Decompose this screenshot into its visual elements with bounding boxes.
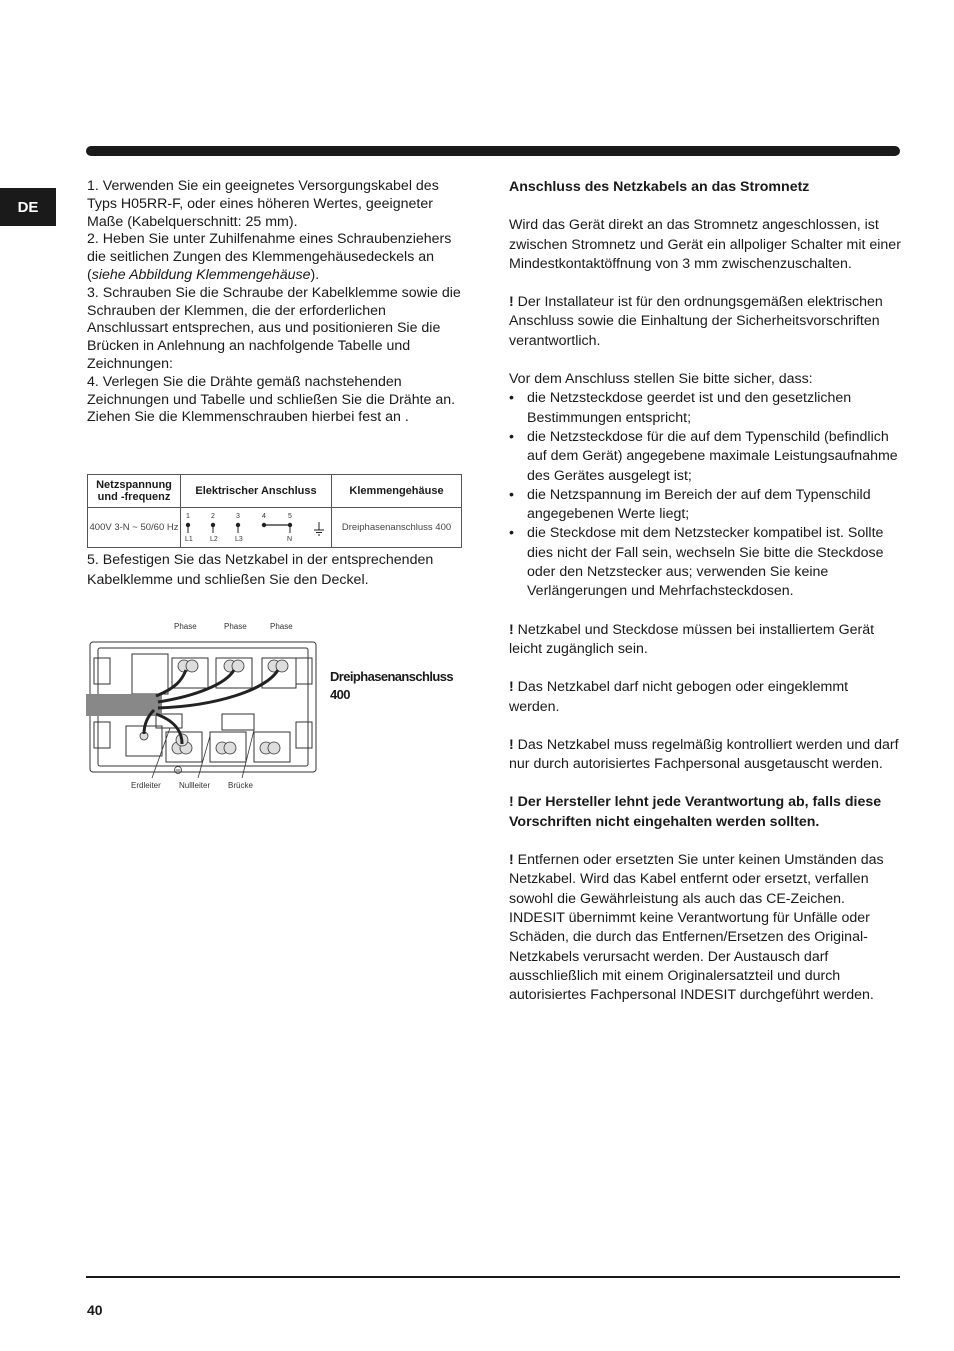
phase-label-1: Phase [174,622,197,631]
phase-label-3: Phase [270,622,293,631]
paragraph-switch: Wird das Gerät direkt an das Stromnetz angeschlossen, ist zwischen Stromnetz und Gerät ein allpoliger Schalter mit einer Mindestkontaktöffnung von 3 mm zwischenzuschalten. [509,217,901,272]
header-housing: Klemmengehäuse [332,475,462,508]
header-connection: Elektrischer Anschluss [181,475,332,508]
table-header-row [88,475,462,508]
terminal-label-l2: L2 [210,536,218,543]
bottom-rule [86,1276,900,1278]
terminal-number-2: 2 [211,513,215,520]
list-item-text: die Steckdose mit dem Netzstecker kompatibel ist. Sollte dies nicht der Fall sein, wechseln Sie bitte die Steckdose oder den Netzstecker aus; verwenden Sie keine Verlängerungen und Mehrfachsteckdosen. [527,525,884,600]
check-list [509,389,901,601]
step-2-text: 2. Heben Sie unter Zuhilfenahme eines Schraubenziehers die seitlichen Zungen des Klemmengehäusedeckels an ( [87,231,452,283]
paragraph-replacement-text: Entfernen oder ersetzten Sie unter keinen Umständen das Netzkabel. Wird das Kabel entfernt oder ersetzt, verfallen sowohl die Gewährleistung als auch das CE-Zeichen. INDESIT übernimmt keine Verantwortung für Unfälle oder Schäden, die durch das Entfernen/Ersetzen des Original-Netzkabels verursacht werden. Der Austausch darf ausschließlich mit einem Originalersatzteil und durch autorisiertes Fachpersonal INDESIT durchgeführt werden. [509,852,884,1004]
warning-mark: ! [509,736,514,753]
terminal-label-l1: L1 [185,536,193,543]
paragraph-bending [509,678,901,717]
housing-cell: Dreiphasenanschluss 400 [332,508,462,548]
list-item [509,524,901,601]
step-2 [87,231,465,284]
table-row [88,508,462,548]
step-4: 4. Verlegen Sie die Drähte gemäß nachstehenden Zeichnungen und Tabelle und schließen Sie die Drähte an. Ziehen Sie die Klemmenschrauben hierbei fest an . [87,373,456,426]
terminal-block-figure [86,618,320,796]
safety-section [509,178,901,1024]
list-item-text: die Netzsteckdose geerdet ist und den gesetzlichen Bestimmungen entspricht; [527,390,852,426]
phase-label-2: Phase [224,622,247,631]
header-voltage: Netzspannung und -frequenz [88,475,181,508]
terminal-number-4: 4 [262,513,266,520]
warning-mark: ! [509,294,514,311]
paragraph-installer-text: Der Installateur ist für den ordnungsgemäßen elektrischen Anschluss sowie die Einhaltung der Sicherheitsvorschriften verantwortlich. [509,294,883,349]
list-item-text: die Netzspannung im Bereich der auf dem Typenschild angegebenen Werte liegt; [527,486,871,523]
step-5: 5. Befestigen Sie das Netzkabel in der entsprechenden Kabelklemme und schließen Sie den Deckel. [87,552,434,588]
ground-icon [314,522,324,535]
step-3: 3. Schrauben Sie die Schraube der Kabelklemme sowie die Schrauben der Klemmen, die der erforderlichen Anschlussart entsprechen, aus und positionieren Sie die Brücken in Anlehnung an nachfolgende Tabelle und Zeichnungen: [87,284,461,372]
bullet-icon: • [509,486,514,503]
warning-mark: ! [509,679,514,696]
label-erdleiter: Erdleiter [131,781,161,790]
label-nullleiter: Nullleiter [179,781,211,790]
terminal-label-n: N [287,536,293,543]
bullet-icon: • [509,428,514,445]
warning-mark: ! [509,621,514,638]
language-tab: DE [0,188,56,226]
paragraph-accessible-text: Netzkabel und Steckdose müssen bei installiertem Gerät leicht zugänglich sein. [509,621,875,657]
page-number: 40 [87,1302,103,1318]
paragraph-check-intro: Vor dem Anschluss stellen Sie bitte sicher, dass: [509,371,813,388]
label-bruecke: Brücke [228,781,253,790]
figure-caption: Dreiphasenanschluss 400 [330,669,453,702]
terminal-label-l3: L3 [235,536,243,543]
list-item [509,389,901,428]
wiring-diagram [181,508,331,544]
paragraph-installer [509,293,901,351]
step-2-reference: siehe Abbildung Klemmengehäuse [91,266,311,283]
terminal-number-3: 3 [236,513,240,520]
list-item-text: die Netzsteckdose für die auf dem Typenschild (befindlich auf dem Gerät) angegebene maximale Leistungsaufnahme des Gerätes ausgelegt ist; [527,428,898,484]
paragraph-bending-text: Das Netzkabel darf nicht gebogen oder eingeklemmt werden. [509,679,849,715]
section-heading: Anschluss des Netzkabels an das Stromnetz [509,179,810,195]
bullet-icon: • [509,525,514,542]
bullet-icon: • [509,390,514,407]
warning-mark: ! [509,852,514,869]
connection-table [87,474,462,548]
installation-steps [87,178,465,427]
terminal-block-drawing [86,618,320,796]
terminal-number-5: 5 [288,513,292,520]
paragraph-inspection-text: Das Netzkabel muss regelmäßig kontrolliert werden und darf nur durch autorisiertes Fachpersonal ausgetauscht werden. [509,736,899,773]
paragraph-liability: ! Der Hersteller lehnt jede Verantwortung ab, falls diese Vorschriften nicht eingehalten werden sollten. [509,794,882,830]
step-2-end: ). [310,266,320,283]
paragraph-inspection [509,736,901,775]
list-item [509,428,901,486]
top-rule [86,146,900,156]
wiring-diagram-cell [181,508,332,548]
paragraph-accessible [509,621,901,660]
step-1: 1. Verwenden Sie ein geeignetes Versorgungskabel des Typs H05RR-F, oder eines höheren Wertes, geeigneter Maße (Kabelquerschnitt: 25 mm). [87,178,439,230]
terminal-number-1: 1 [186,513,190,520]
list-item [509,486,901,525]
voltage-cell: 400V 3-N ~ 50/60 Hz [88,508,181,548]
paragraph-replacement [509,851,901,1005]
